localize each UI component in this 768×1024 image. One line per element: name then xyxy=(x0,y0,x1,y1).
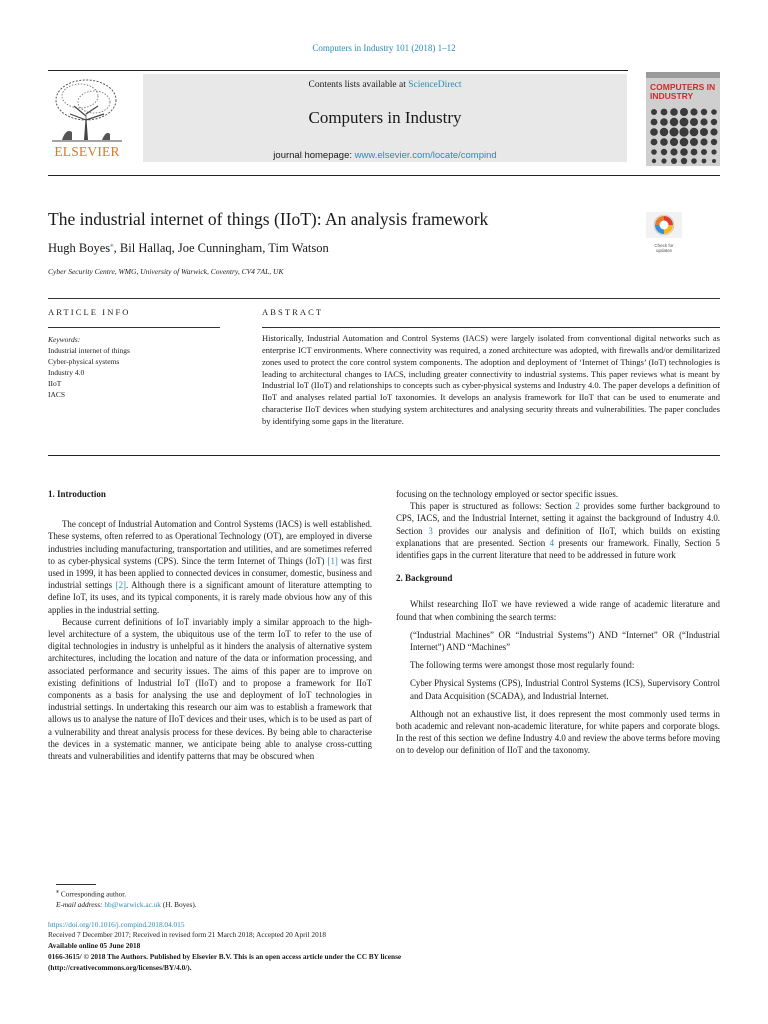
intro-p1-text: . Although there is a significant amount of literature attempting to define IoT, its uses, and its typical components, it is rarely made obvious how any of this applies in the industrial setting. xyxy=(48,580,372,615)
corresponding-author-note xyxy=(56,887,656,900)
section-4-link[interactable]: 4 xyxy=(549,537,555,548)
contents-line xyxy=(143,80,627,90)
header-top-rule xyxy=(48,70,628,71)
article-info-rule xyxy=(48,327,220,328)
search-terms-quote: (“Industrial Machines” OR “Industrial Systems”) AND “Internet” OR (“Industrial Internet”) AND “Machines” xyxy=(410,629,720,653)
check-for-updates-label: Check for updates xyxy=(654,243,674,253)
footnote-mark: ⁎ xyxy=(56,889,60,895)
email-link[interactable]: hb@warwick.ac.uk xyxy=(104,899,161,909)
journal-banner xyxy=(143,74,627,162)
keywords-label: Keywords: xyxy=(48,335,81,344)
background-paragraph-2: The following terms were amongst those most regularly found: xyxy=(410,660,635,671)
homepage-line xyxy=(143,150,627,161)
found-terms-quote: Cyber Physical Systems (CPS), Industrial Control Systems (ICS), Supervisory Control and Data Acquisition (SCADA), and Industrial Internet. xyxy=(410,678,720,701)
elsevier-tree-icon xyxy=(48,76,126,146)
other-authors: , Bil Hallaq, Joe Cunningham, Tim Watson xyxy=(113,241,329,256)
homepage-prefix: journal homepage: xyxy=(273,150,355,161)
keyword-item: IACS xyxy=(48,390,66,399)
journal-cover[interactable] xyxy=(646,72,720,166)
keyword-item: Industrial internet of things xyxy=(48,346,130,355)
journal-name: Computers in Industry xyxy=(308,108,462,127)
author-list xyxy=(48,241,628,256)
background-paragraph-3: Although not an exhaustive list, it does represent the most commonly used terms in both academic and relevant non-academic literature, for white papers and corporate blogs. In the rest of this section we define Industry 4.0 and review the above terms before moving on to develop our definition of IIoT and the taxonomy. xyxy=(396,708,720,756)
intro-paragraph-structure xyxy=(396,500,720,561)
structure-text: This paper is structured as follows: Section xyxy=(410,501,576,512)
intro-paragraph-1 xyxy=(48,518,372,616)
left-column xyxy=(48,488,372,762)
sciencedirect-link[interactable]: ScienceDirect xyxy=(408,80,462,90)
available-online: Available online 05 June 2018 xyxy=(48,940,141,950)
citation-2-link[interactable]: [2] xyxy=(115,580,126,591)
abstract-heading: ABSTRACT xyxy=(262,307,324,317)
section-1-heading: 1. Introduction xyxy=(48,489,106,499)
elsevier-logo[interactable] xyxy=(48,76,126,162)
header-bottom-rule xyxy=(48,175,720,176)
cover-title: COMPUTERS IN INDUSTRY xyxy=(650,82,716,101)
keyword-item: IIoT xyxy=(48,379,62,388)
article-title: The industrial internet of things (IIoT): An analysis framework xyxy=(48,209,489,229)
footnotes xyxy=(56,887,656,910)
structure-text: presents our framework. Finally, Section 5 identifies gaps in the current literature that need to be addressed in future work xyxy=(396,537,720,561)
contents-prefix: Contents lists available at xyxy=(308,80,409,90)
footnote-rule xyxy=(56,884,96,885)
email-suffix: (H. Boyes). xyxy=(160,899,197,909)
corresponding-author-mark[interactable]: ⁎ xyxy=(110,241,114,249)
keyword-item: Cyber-physical systems xyxy=(48,357,120,366)
author-affiliation: Cyber Security Centre, WMG, University of Warwick, Coventry, CV4 7AL, UK xyxy=(48,267,284,276)
section-3-link[interactable]: 3 xyxy=(428,525,433,536)
intro-paragraph-continued: focusing on the technology employed or sector specific issues. xyxy=(396,489,619,499)
intro-p1-text: The concept of Industrial Automation and Control Systems (IACS) is well established. These systems, often referred to as Operational Technology (OT), are employed in diverse industries including manufacturing, transportation and utilities, and are sometimes referred to as cyber-physical systems (CPS). Since the term Internet of Things (IoT) xyxy=(48,519,372,566)
intro-p1-text: was first used in 1999, it has been applied to connected devices in consumer, domestic, business and industrial settings xyxy=(48,555,372,591)
keyword-item: Industry 4.0 xyxy=(48,368,85,377)
email-note xyxy=(56,900,656,910)
keywords-block xyxy=(48,334,228,400)
intro-paragraph-2: Because current definitions of IoT invariably imply a similar approach to the high-level architecture of a system, the ubiquitous use of the term IoT to refer to the use of digital technologies in industry is unhelpful as it hinders the analysis of alternative system architectures, including the location and nature of the data or information processing, and associated performance and security issues. The aims of this paper are to improve on existing definitions of Industrial IoT (IIoT) and to propose a framework for IIoT components as a basis for analysing the use and deployment of IoT technologies in industrial settings. In undertaking this research our aim was to establish a framework that allows us to analyse the nature of IIoT devices and their uses, which is to be used as part of a vulnerability and threat analysis process for these devices. By being able to characterise the devices in a systematic manner, we anticipate being able to analyse cross-cutting threats and vulnerabilities and identify patterns that may be obscured when xyxy=(48,616,372,762)
license-line-1: 0166-3615/ © 2018 The Authors. Published by Elsevier B.V. This is an open access article under the CC BY license xyxy=(48,952,402,962)
abstract-bottom-rule xyxy=(48,455,720,456)
structure-text: provides our analysis and definition of IIoT, which builds on existing explanations that are presented. Section xyxy=(396,525,720,548)
check-for-updates-badge[interactable] xyxy=(646,212,682,253)
license-line-2[interactable]: (http://creativecommons.org/licenses/BY/4.0/). xyxy=(48,962,192,972)
right-column xyxy=(396,488,720,757)
corresponding-author-label: Corresponding author. xyxy=(60,889,127,899)
journal-reference[interactable]: Computers in Industry 101 (2018) 1–12 xyxy=(312,43,456,53)
check-for-updates-icon xyxy=(646,212,682,238)
citation-1-link[interactable]: [1] xyxy=(327,555,338,566)
publication-info xyxy=(48,920,720,973)
homepage-link[interactable]: www.elsevier.com/locate/compind xyxy=(354,150,497,161)
email-label: E-mail address: xyxy=(56,899,103,909)
info-top-rule xyxy=(48,298,720,299)
abstract-rule xyxy=(262,327,720,328)
section-2-link[interactable]: 2 xyxy=(575,501,580,512)
abstract-body: Historically, Industrial Automation and Control Systems (IACS) were largely isolated from conventional digital networks such as enterprise ICT environments. Where connectivity was required, a zoned architecture was adopted, with firewalls and/or demilitarized zones used to protect the core control system components. The adoption and deployment of ‘Internet of Things’ (IoT) technologies is leading to architectural changes to IACS, including greater connectivity to industrial systems. This paper reviews what is meant by Industrial IoT (IIoT) and relationships to concepts such as cyber-physical systems and Industry 4.0. The paper develops a definition of IIoT and analyses related partial IoT taxonomies. It develops an analysis framework for IIoT that can be used to enumerate and characterise IIoT devices when studying system architectures and analysing security threats and vulnerabilities. The paper concludes by identifying some gaps in the literature. xyxy=(262,333,720,426)
section-2-heading: 2. Background xyxy=(396,573,453,584)
article-info-heading: ARTICLE INFO xyxy=(48,307,131,317)
received-dates: Received 7 December 2017; Received in revised form 21 March 2018; Accepted 20 April 2018 xyxy=(48,930,327,940)
structure-text: provides some further background to CPS, IACS, and the Industrial Internet, setting it against the background of Industry 4.0. Section xyxy=(396,501,720,536)
elsevier-wordmark: ELSEVIER xyxy=(54,144,120,159)
doi-link[interactable]: https://doi.org/10.1016/j.compind.2018.04.015 xyxy=(48,920,185,929)
first-author[interactable]: Hugh Boyes xyxy=(48,241,111,256)
background-paragraph-1: Whilst researching IIoT we have reviewed a wide range of academic literature and found that when combining the search terms: xyxy=(396,599,720,622)
